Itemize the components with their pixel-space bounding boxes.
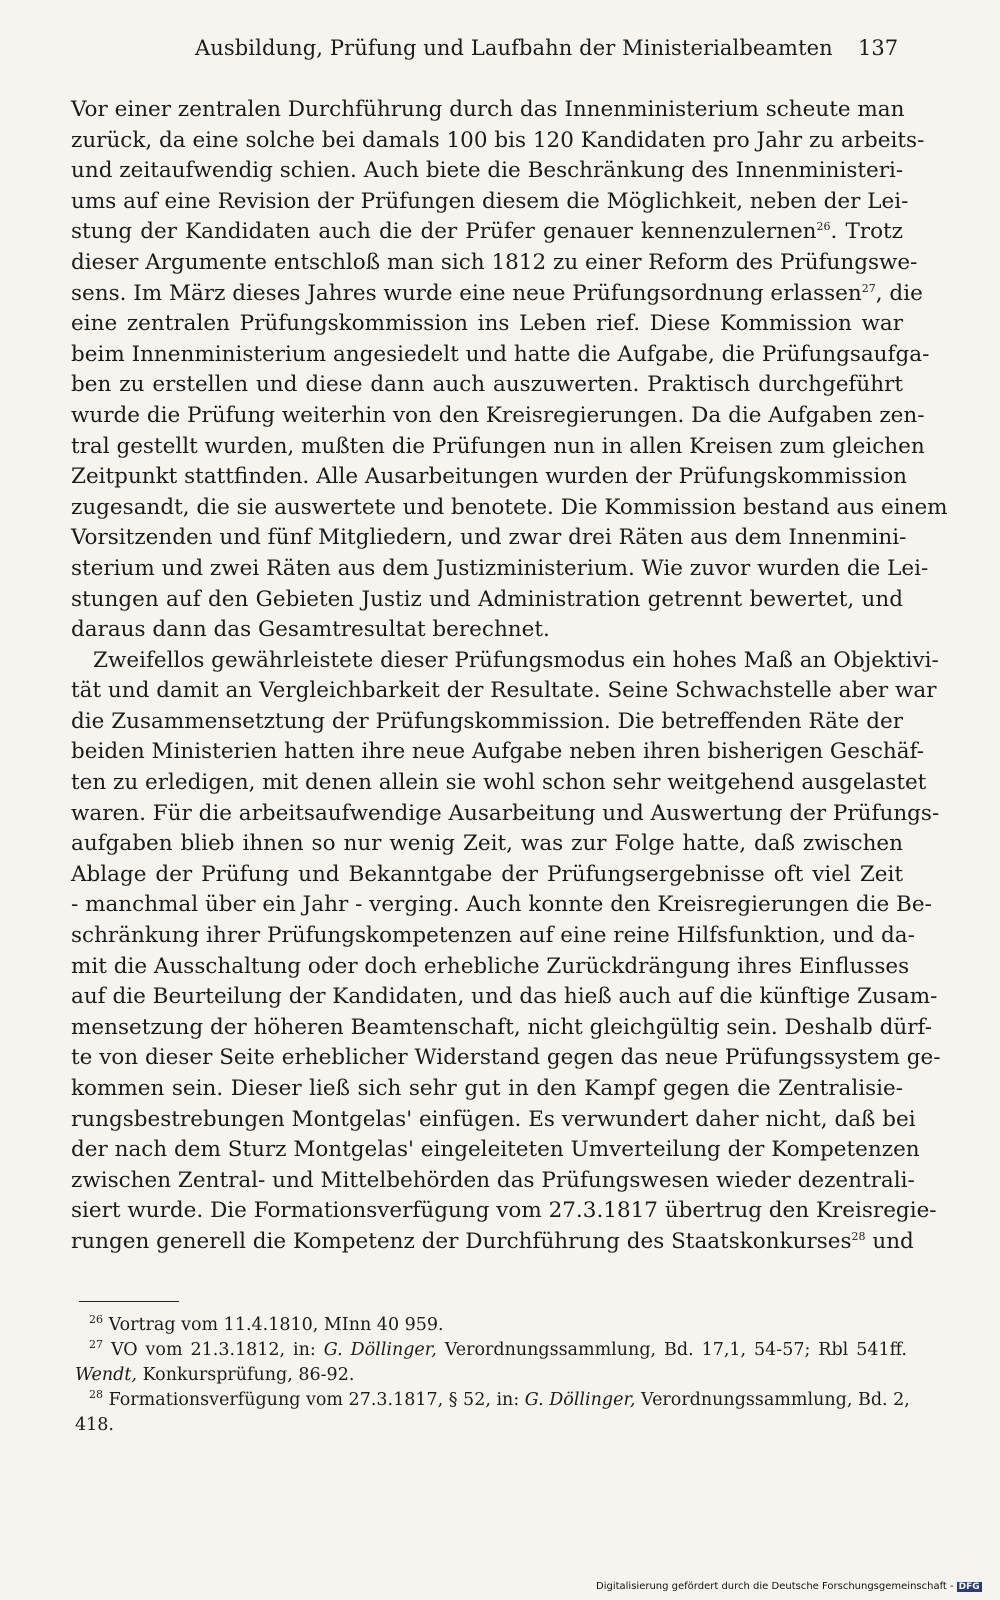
footnote-mark: 26 — [89, 1313, 103, 1327]
text-line: kommen sein. Dieser ließ sich sehr gut in den Kampf gegen die Zentralisie- — [71, 1076, 903, 1101]
footnote-28-cont: 418. — [75, 1415, 114, 1435]
footnote-author: G. Döllinger, — [524, 1390, 636, 1410]
body-text — [71, 95, 948, 1258]
text-line: ums auf eine Revision der Prüfungen diesem die Möglichkeit, neben der Lei- — [71, 188, 909, 214]
text-line: wurde die Prüfung weiterhin von den Kreisregierungen. Da die Aufgaben zen- — [71, 402, 925, 428]
text-line: Vor einer zentralen Durchführung durch das Innenministerium scheute man — [71, 97, 905, 122]
text-line: zurück, da eine solche bei damals 100 bis 120 Kandidaten pro Jahr zu arbeits- — [71, 127, 925, 153]
text-segment: . Trotz — [830, 219, 903, 245]
footnote-author: Wendt, — [75, 1365, 137, 1385]
text-line: daraus dann das Gesamtresultat berechnet. — [71, 617, 550, 643]
text-line: Vorsitzenden und fünf Mitgliedern, und zwar drei Räten aus dem Innenmini- — [71, 525, 907, 551]
footnote-text: Konkursprüfung, 86-92. — [137, 1365, 355, 1385]
text-line: schränkung ihrer Prüfungskompetenzen auf eine reine Hilfsfunktion, und da- — [71, 923, 915, 949]
text-line: ben zu erstellen und diese dann auch auszuwerten. Praktisch durchgeführt — [71, 372, 903, 398]
text-line: tät und damit an Vergleichbarkeit der Resultate. Seine Schwachstelle aber war — [71, 678, 937, 704]
footnote-divider — [79, 1301, 179, 1302]
text-line: eine zentralen Prüfungskommission ins Leben rief. Diese Kommission war — [71, 311, 903, 337]
text-line: - manchmal über ein Jahr - verging. Auch konnte den Kreisregierungen die Be- — [71, 892, 932, 918]
text-line: rungsbestrebungen Montgelas' einfügen. Es verwundert daher nicht, daß bei — [71, 1106, 916, 1132]
page-number: 137 — [858, 36, 899, 60]
credit-text: Digitalisierung gefördert durch die Deutsche Forschungsgemeinschaft - — [596, 1581, 954, 1592]
text-line: zugesandt, die sie auswertete und benotete. Die Kommission bestand aus einem — [71, 494, 948, 520]
text-line: beim Innenministerium angesiedelt und hatte die Aufgabe, die Prüfungsaufga- — [71, 341, 930, 367]
footnote-ref-26[interactable]: 26 — [816, 220, 831, 234]
text-line: dieser Argumente entschloß man sich 1812 zu einer Reform des Prüfungswe- — [71, 249, 918, 275]
digitization-credit — [596, 1581, 982, 1592]
footnote-28 — [75, 1388, 910, 1413]
text-segment: rungen generell die Kompetenz der Durchführung des Staatskonkurses — [71, 1228, 852, 1254]
dfg-logo: DFG — [958, 1582, 980, 1592]
text-segment: , die — [875, 280, 923, 306]
text-line: beiden Ministerien hatten ihre neue Aufgabe neben ihren bisherigen Geschäf- — [71, 739, 925, 765]
paragraph-2 — [71, 646, 941, 1258]
footnote-text: Vortrag vom 11.4.1810, MInn 40 959. — [108, 1315, 444, 1335]
footnote-mark: 27 — [89, 1338, 103, 1352]
text-line: Zweifellos gewährleistete dieser Prüfungsmodus ein hohes Maß an Objektivi- — [93, 647, 939, 673]
text-line: tral gestellt wurden, mußten die Prüfungen nun in allen Kreisen zum gleichen — [71, 433, 925, 459]
text-line — [71, 1227, 914, 1258]
text-segment: und — [865, 1228, 914, 1254]
text-line: und zeitaufwendig schien. Auch biete die Beschränkung des Innenministeri- — [71, 158, 904, 184]
text-segment: stung der Kandidaten auch die der Prüfer genauer kennenzulernen — [71, 219, 817, 245]
footnote-author: G. Döllinger, — [323, 1340, 437, 1360]
footnote-ref-28[interactable]: 28 — [851, 1229, 866, 1243]
text-line: waren. Für die arbeitsaufwendige Ausarbeitung und Auswertung der Prüfungs- — [71, 800, 940, 826]
text-line: mensetzung der höheren Beamtenschaft, nicht gleichgültig sein. Deshalb dürf- — [71, 1014, 932, 1040]
text-line: ten zu erledigen, mit denen allein sie wohl schon sehr weitgehend ausgelastet — [71, 770, 927, 796]
footnote-text: Verordnungssammlung, Bd. 17,1, 54-57; Rbl 541ff. — [436, 1340, 907, 1360]
running-title: Ausbildung, Prüfung und Laufbahn der Ministerialbeamten — [195, 36, 833, 60]
text-line: die Zusammensetztung der Prüfungskommission. Die betreffenden Räte der — [71, 708, 903, 734]
footnotes — [75, 1313, 910, 1438]
footnote-27 — [75, 1338, 907, 1363]
text-line — [71, 217, 903, 248]
text-line: mit die Ausschaltung oder doch erhebliche Zurückdrängung ihres Einflusses — [71, 953, 910, 979]
text-line: auf die Beurteilung der Kandidaten, und das hieß auch auf die künftige Zusam- — [71, 984, 938, 1010]
footnote-text: Verordnungssammlung, Bd. 2, — [635, 1390, 910, 1410]
text-line: der nach dem Sturz Montgelas' eingeleiteten Umverteilung der Kompetenzen — [71, 1137, 920, 1163]
text-line: zwischen Zentral- und Mittelbehörden das Prüfungswesen wieder dezentrali- — [71, 1167, 915, 1193]
page-header — [0, 36, 1000, 66]
footnote-text: VO vom 21.3.1812, in: — [110, 1340, 324, 1360]
text-line: sterium und zwei Räten aus dem Justizministerium. Wie zuvor wurden die Lei- — [71, 555, 929, 581]
footnote-text: Formationsverfügung vom 27.3.1817, § 52, in: — [108, 1390, 525, 1410]
text-line: siert wurde. Die Formationsverfügung vom 27.3.1817 übertrug den Kreisregie- — [71, 1198, 937, 1224]
text-line: aufgaben blieb ihnen so nur wenig Zeit, was zur Folge hatte, daß zwischen — [71, 831, 903, 857]
text-line: te von dieser Seite erheblicher Widerstand gegen das neue Prüfungssystem ge- — [71, 1045, 941, 1071]
text-line: Zeitpunkt stattfinden. Alle Ausarbeitungen wurden der Prüfungskommission — [71, 464, 907, 490]
text-line — [71, 279, 923, 310]
text-line: Ablage der Prüfung und Bekanntgabe der Prüfungsergebnisse oft viel Zeit — [71, 861, 903, 887]
text-segment: sens. Im März dieses Jahres wurde eine neue Prüfungsordnung erlassen — [71, 280, 862, 306]
footnote-ref-27[interactable]: 27 — [861, 281, 876, 295]
footnote-mark: 28 — [89, 1388, 103, 1402]
footnote-26 — [75, 1313, 907, 1338]
footnote-27-cont — [75, 1363, 907, 1388]
text-line: stungen auf den Gebieten Justiz und Administration getrennt bewertet, und — [71, 586, 903, 612]
paragraph-1 — [71, 95, 948, 646]
